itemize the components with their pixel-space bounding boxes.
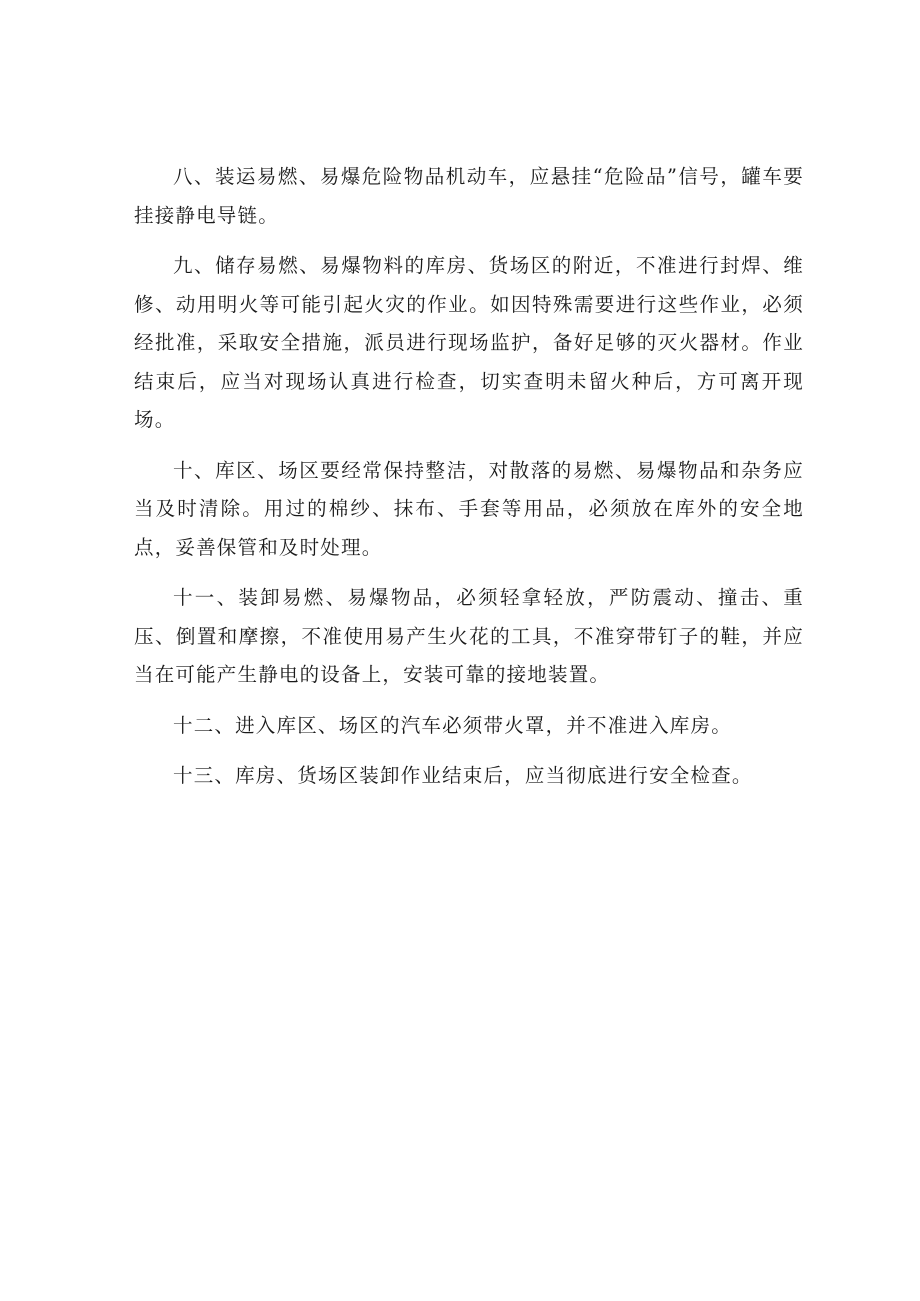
- paragraph-10: 十、库区、场区要经常保持整洁，对散落的易燃、易爆物品和杂务应当及时清除。用过的棉纱、抹布、手套等用品，必须放在库外的安全地点，妥善保管和及时处理。: [134, 458, 804, 559]
- paragraph-9: 九、储存易燃、易爆物料的库房、货场区的附近，不准进行封焊、维修、动用明火等可能引起火灾的作业。如因特殊需要进行这些作业，必须经批准，采取安全措施，派员进行现场监护，备好足够的灭火器材。作业结束后，应当对现场认真进行检查，切实查明未留火种后，方可离开现场。: [134, 254, 804, 431]
- document-body: [134, 158, 804, 808]
- paragraph-13: 十三、库房、货场区装卸作业结束后，应当彻底进行安全检查。: [173, 764, 753, 787]
- paragraph-8: 八、装运易燃、易爆危险物品机动车，应悬挂“危险品”信号，罐车要挂接静电导链。: [134, 165, 804, 227]
- paragraph-12: 十二、进入库区、场区的汽车必须带火罩，并不准进入库房。: [173, 713, 732, 737]
- paragraph-11: 十一、装卸易燃、易爆物品，必须轻拿轻放，严防震动、撞击、重压、倒置和摩擦，不准使用易产生火花的工具，不准穿带钉子的鞋，并应当在可能产生静电的设备上，安装可靠的接地装置。: [134, 586, 804, 686]
